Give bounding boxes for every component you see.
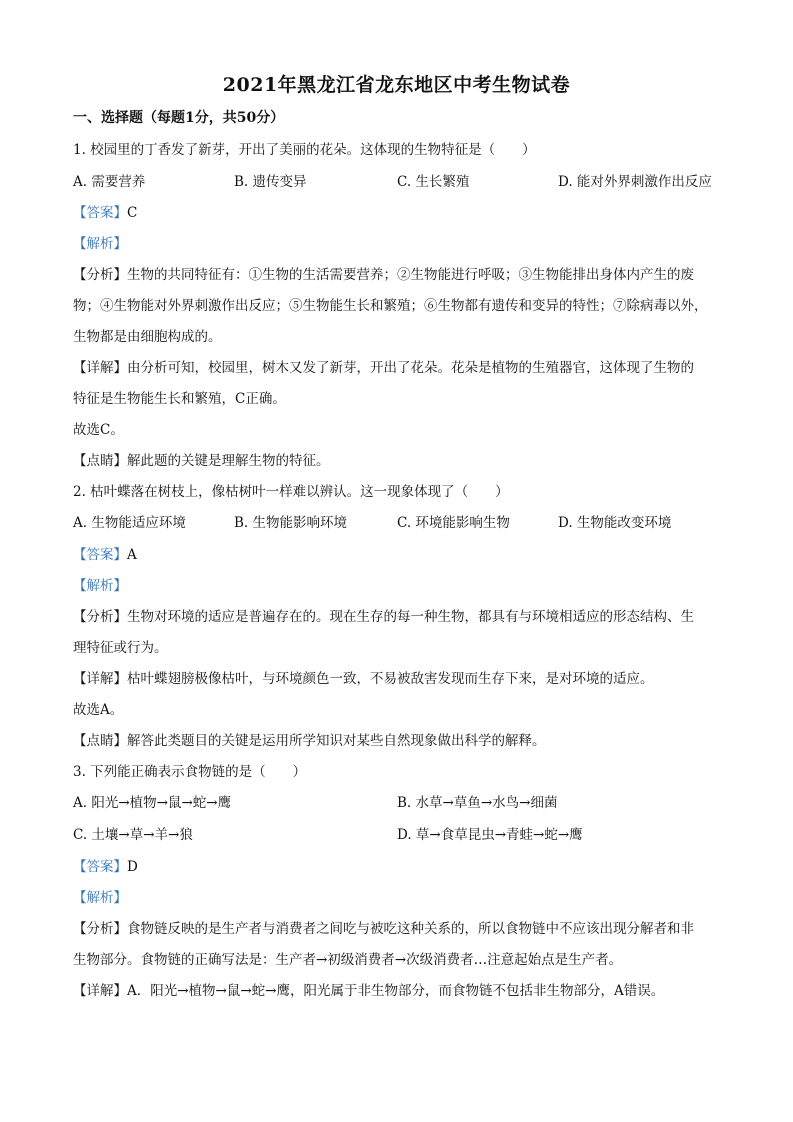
fenxi-tag: 【分析】	[73, 267, 127, 283]
q1-option-c: C. 生长繁殖	[397, 174, 470, 190]
q1-fenxi-line-3: 生物都是由细胞构成的。	[73, 329, 222, 345]
fenxi-tag: 【分析】	[73, 609, 127, 625]
q3-answer	[73, 857, 138, 877]
detail-tag: 【详解】	[73, 671, 127, 687]
q3-fenxi-text-1: 食物链反映的是生产者与消费者之间吃与被吃这种关系的，所以食物链中不应该出现分解者和非	[127, 921, 694, 937]
q1-choose: 故选C。	[73, 422, 124, 438]
q3-detail-text: A．阳光→植物→鼠→蛇→鹰，阳光属于非生物部分，而食物链不包括非生物部分，A错误。	[127, 983, 665, 999]
q2-analysis-tag: 【解析】	[73, 578, 127, 594]
q1-analysis-tag: 【解析】	[73, 236, 127, 252]
q3-option-a: A. 阳光→植物→鼠→蛇→鹰	[73, 795, 232, 811]
q2-choose: 故选A。	[73, 702, 124, 718]
q3-analysis-tag: 【解析】	[73, 890, 127, 906]
q2-answer	[73, 545, 137, 565]
q2-option-a: A. 生物能适应环境	[73, 515, 186, 531]
q1-answer-value: C	[127, 205, 138, 221]
q1-option-b: B. 遗传变异	[234, 174, 307, 190]
q3-option-d: D. 草→食草昆虫→青蛙→蛇→鹰	[397, 827, 583, 843]
q2-comment-text: 解答此类题目的关键是运用所学知识对某些自然现象做出科学的解释。	[127, 733, 546, 749]
fenxi-tag: 【分析】	[73, 921, 127, 937]
q1-detail-text-1: 由分析可知，校园里，树木又发了新芽，开出了花朵。花朵是植物的生殖器官，这体现了生物的	[127, 360, 694, 376]
q2-stem: 2. 枯叶蝶落在树枝上，像枯树叶一样难以辨认。这一现象体现了（ ）	[73, 484, 509, 500]
q3-detail	[73, 981, 664, 1001]
answer-tag: 【答案】	[73, 547, 127, 563]
q2-comment	[73, 731, 546, 751]
q2-option-b: B. 生物能影响环境	[234, 515, 348, 531]
q1-fenxi-text-1: 生物的共同特征有：①生物的生活需要营养；②生物能进行呼吸；③生物能排出身体内产生的废	[127, 267, 694, 283]
detail-tag: 【详解】	[73, 360, 127, 376]
detail-tag: 【详解】	[73, 983, 127, 999]
q1-fenxi-line-2: 物；④生物能对外界刺激作出反应；⑤生物能生长和繁殖；⑥生物都有遗传和变异的特性；⑦除病毒以外，	[73, 298, 708, 314]
comment-tag: 【点睛】	[73, 733, 127, 749]
q1-detail-line-2: 特征是生物能生长和繁殖，C正确。	[73, 391, 286, 407]
q2-option-c: C. 环境能影响生物	[397, 515, 510, 531]
q2-fenxi-line-1	[73, 607, 694, 627]
q3-option-c: C. 土壤→草→羊→狼	[73, 827, 193, 843]
q2-detail	[73, 669, 654, 689]
q1-comment	[73, 451, 330, 471]
q2-option-d: D. 生物能改变环境	[558, 515, 672, 531]
q1-answer	[73, 203, 137, 223]
q1-detail-line-1	[73, 358, 694, 378]
page-title: 2021年黑龙江省龙东地区中考生物试卷	[222, 74, 571, 96]
answer-tag: 【答案】	[73, 205, 127, 221]
q1-comment-text: 解此题的关键是理解生物的特征。	[127, 453, 330, 469]
q3-option-b: B. 水草→草鱼→水鸟→细菌	[397, 795, 558, 811]
q3-fenxi-line-1	[73, 919, 694, 939]
q1-stem: 1. 校园里的丁香发了新芽，开出了美丽的花朵。这体现的生物特征是（ ）	[73, 142, 536, 158]
q3-answer-value: D	[127, 859, 138, 875]
q2-answer-value: A	[127, 547, 137, 563]
q1-fenxi-line-1	[73, 265, 694, 285]
q1-option-a: A. 需要营养	[73, 174, 146, 190]
q1-option-d: D. 能对外界刺激作出反应	[558, 174, 712, 190]
q2-fenxi-text-1: 生物对环境的适应是普遍存在的。现在生存的每一种生物，都具有与环境相适应的形态结构、生	[127, 609, 694, 625]
q2-fenxi-line-2: 理特征或行为。	[73, 640, 168, 656]
section-heading: 一、选择题（每题1分，共50分）	[73, 110, 285, 126]
comment-tag: 【点睛】	[73, 453, 127, 469]
q3-stem: 3. 下列能正确表示食物链的是（ ）	[73, 764, 307, 780]
q3-fenxi-line-2: 生物部分。食物链的正确写法是：生产者→初级消费者→次级消费者…注意起始点是生产者。	[73, 952, 623, 968]
answer-tag: 【答案】	[73, 859, 127, 875]
q2-detail-text: 枯叶蝶翅膀极像枯叶，与环境颜色一致，不易被敌害发现而生存下来，是对环境的适应。	[127, 671, 654, 687]
